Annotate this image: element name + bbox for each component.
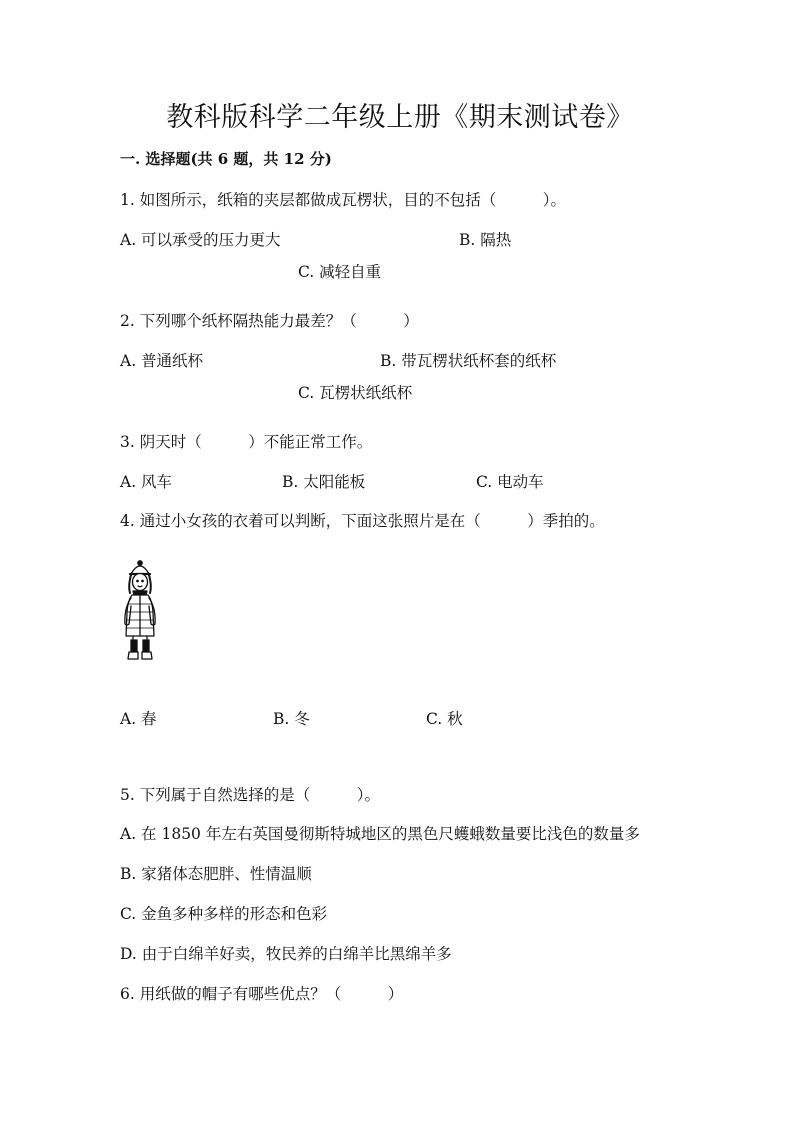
- question-4-option-c: C. 秋: [426, 710, 463, 728]
- question-4-option-a: A. 春: [120, 710, 157, 728]
- question-1-option-a: A. 可以承受的压力更大: [120, 231, 281, 249]
- question-1: 1. 如图所示，纸箱的夹层都做成瓦楞状，目的不包括（ ）。: [120, 191, 566, 209]
- question-4-option-b: B. 冬: [273, 710, 310, 728]
- question-5-option-b: B. 家猪体态肥胖、性情温顺: [120, 865, 312, 883]
- question-5-option-c: C. 金鱼多种多样的形态和色彩: [120, 905, 328, 923]
- question-3: 3. 阴天时（ ）不能正常工作。: [120, 433, 373, 451]
- question-2-option-a: A. 普通纸杯: [120, 352, 204, 370]
- question-5-option-a: A. 在 1850 年左右英国曼彻斯特城地区的黑色尺蠖蛾数量要比浅色的数量多: [120, 825, 640, 843]
- question-1-option-c: C. 减轻自重: [298, 263, 382, 281]
- question-3-option-b: B. 太阳能板: [282, 473, 366, 491]
- question-2-option-b: B. 带瓦楞状纸杯套的纸杯: [380, 352, 557, 370]
- section-heading: 一. 选择题(共 6 题，共 12 分): [120, 150, 332, 168]
- question-5: 5. 下列属于自然选择的是（ ）。: [120, 786, 380, 804]
- page-title: 教科版科学二年级上册《期末测试卷》: [166, 102, 634, 133]
- question-5-option-d: D. 由于白绵羊好卖，牧民养的白绵羊比黑绵羊多: [120, 945, 452, 963]
- question-3-option-c: C. 电动车: [476, 473, 544, 491]
- girl-in-winter-coat-illustration: [118, 560, 162, 664]
- question-6: 6. 用纸做的帽子有哪些优点？（ ）: [120, 985, 404, 1003]
- question-4: 4. 通过小女孩的衣着可以判断，下面这张照片是在（ ）季拍的。: [120, 512, 605, 530]
- question-2: 2. 下列哪个纸杯隔热能力最差？（ ）: [120, 312, 419, 330]
- question-1-option-b: B. 隔热: [459, 231, 512, 249]
- question-2-option-c: C. 瓦楞状纸纸杯: [298, 384, 413, 402]
- question-3-option-a: A. 风车: [120, 473, 173, 491]
